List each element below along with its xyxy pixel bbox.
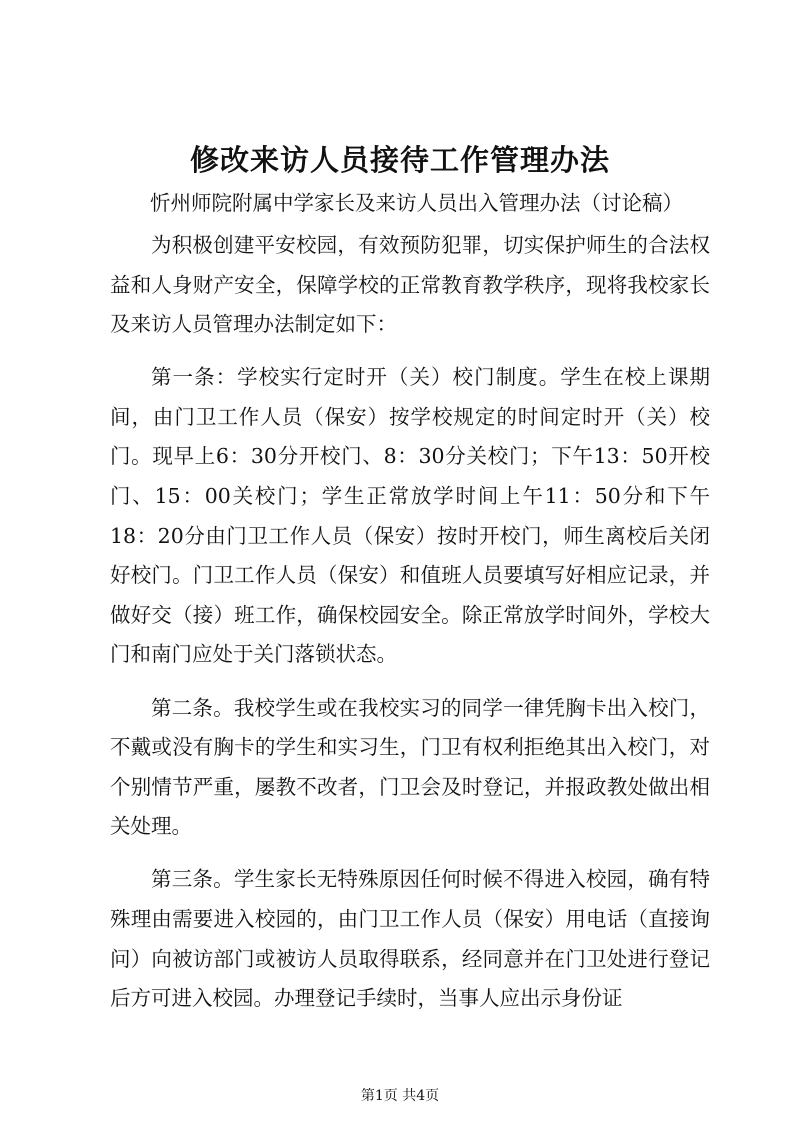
paragraph-intro: 为积极创建平安校园，有效预防犯罪，切实保护师生的合法权益和人身财产安全，保障学校的正常教育教学秩序，现将我校家长及来访人员管理办法制定如下： — [110, 233, 710, 337]
paragraph-article-3: 第三条。学生家长无特殊原因任何时候不得进入校园，确有特殊理由需要进入校园的，由门卫工作人员（保安）用电话（直接询问）向被访部门或被访人员取得联系，经同意并在门卫处进行登记后方可进入校园。办理登记手续时，当事人应出示身份证 — [110, 867, 710, 1011]
document-title: 修改来访人员接待工作管理办法 — [189, 143, 610, 177]
document-subtitle: 忻州师院附属中学家长及来访人员出入管理办法（讨论稿） — [150, 191, 683, 215]
document-body — [110, 226, 710, 1019]
paragraph-article-1: 第一条：学校实行定时开（关）校门制度。学生在校上课期间，由门卫工作人员（保安）按学校规定的时间定时开（关）校门。现早上6：30分开校门、8：30分关校门；下午13：50开校门、15：00关校门；学生正常放学时间上午11：50分和下午18：20分由门卫工作人员（保安）按时开校门，师生离校后关闭好校门。门卫工作人员（保安）和值班人员要填写好相应记录，并做好交（接）班工作，确保校园安全。除正常放学时间外，学校大门和南门应处于关门落锁状态。 — [110, 365, 710, 667]
page-footer: 第1页 共4页 — [360, 1088, 440, 1104]
paragraph-article-2: 第二条。我校学生或在我校实习的同学一律凭胸卡出入校门，不戴或没有胸卡的学生和实习生，门卫有权利拒绝其出入校门，对个别情节严重，屡教不改者，门卫会及时登记，并报政教处做出相关处理。 — [110, 695, 710, 839]
